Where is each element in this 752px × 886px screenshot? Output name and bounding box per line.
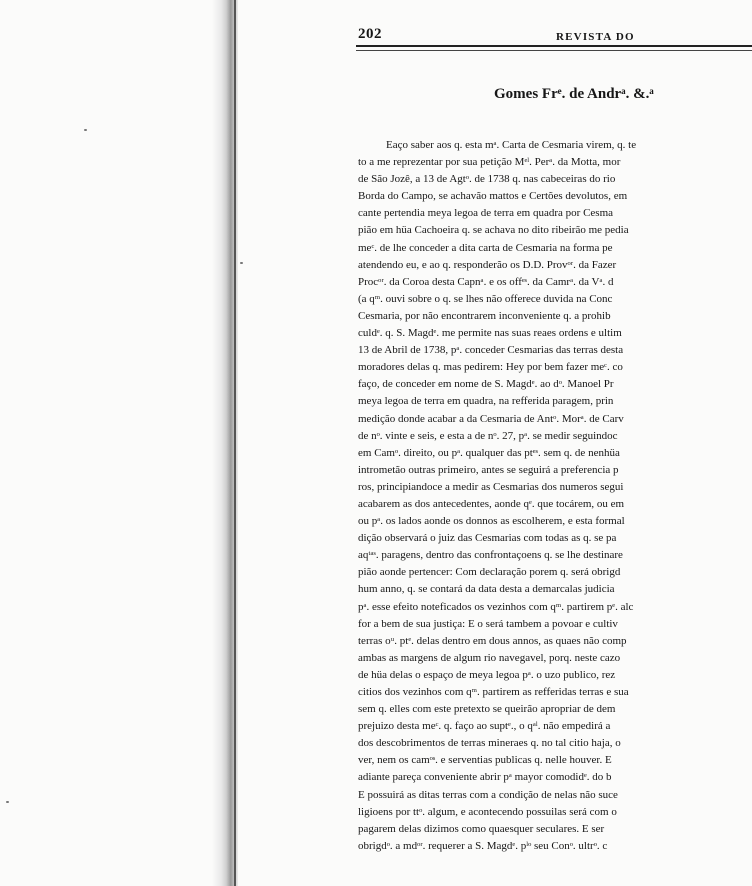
body-line: faço, de conceder em nome de S. Magdᵉ. ao dᵒ. Manoel Pr [358,378,614,391]
body-line: ambas as margens de algum rio navegavel, porq. neste cazo [358,651,621,664]
body-line: medição donde acabar a da Cesmaria de Antᵒ. Morᵃ. de Carv [358,412,624,425]
header-rule [356,45,752,51]
page-number: 202 [358,26,382,42]
body-line: moradores delas q. mas pedirem: Hey por bem fazer meᶜ. co [358,361,623,374]
scan-speck [84,129,87,131]
body-text [358,137,752,855]
body-line: atendendo eu, e ao q. responderão os D.D. Provᵒʳ. da Fazer [358,258,617,271]
body-line: de hüa delas o espaço de meya legoa pᵃ. o uzo publico, rez [358,668,616,681]
body-line: de São Jozê, a 13 de Agtᵒ. de 1738 q. nas cabeceiras do rio [358,173,616,186]
body-line: culdᵉ. q. S. Magdᵉ. me permite nas suas reaes ordens e ultim [358,327,622,340]
body-line: Cesmaria, por não encontrarem inconveniente q. a prohib [358,309,611,322]
body-line: hum anno, q. se contará da data desta a demarcalas judicia [358,583,615,596]
body-line: sem q. elles com este pretexto se queirão apropriar de dem [358,703,616,716]
scan-speck [6,801,9,803]
running-head: REVISTA DO [556,31,635,43]
book-gutter-line [234,0,236,886]
body-line: meya legoa de terra em quadra, na refferida paragem, prin [358,395,614,408]
body-line: em Camᵒ. direito, ou pᵃ. qualquer das ptᵉˢ. sem q. de nenhüa [358,446,620,459]
body-line: acabarem as dos antecedentes, aonde qᵉ. que tocárem, ou em [358,497,625,510]
body-line: Borda do Campo, se achavão mattos e Certões devolutos, em [358,190,628,203]
body-line: meᶜ. de lhe conceder a dita carta de Cesmaria na forma pe [358,241,613,254]
scan-speck [240,262,243,264]
body-line: aqᵗᵃˢ. paragens, dentro das confrontaçoens q. se lhe destinare [358,549,623,562]
body-line: (a qᵐ. ouvi sobre o q. se lhes não offerece duvida na Conc [358,292,613,305]
body-line: to a me reprezentar por sua petição Mᵉˡ. Perᵃ. da Motta, mor [358,156,621,169]
body-line: pião em hüa Cachoeira q. se achava no dito ribeirão me pedia [358,224,629,237]
body-line: citios dos vezinhos com qᵐ. partirem as refferidas terras e sua [358,686,629,698]
body-line: dição observará o juiz das Cesmarias com todas as q. se pa [358,532,617,545]
body-line: ligioens por ttᵒ. algum, e acontecendo possuilas será com o [358,805,617,818]
body-line: E possuirá as ditas terras com a condição de nelas não suce [358,788,618,801]
body-line: ros, principiandoce a medir as Cesmarias dos numeros segui [358,480,624,493]
document-title: Gomes Frᵉ. de Andrᵃ. &.ᵃ [494,86,654,102]
body-line: ver, nem os camᵒˢ. e serventias publicas q. nelle houver. E [358,754,612,767]
body-line: obrigdᵒ. a mdᵒʳ. requerer a S. Magdᵉ. pˡᵒ seu Conᵒ. ultrᵒ. c [358,839,608,852]
body-line: cante pertendia meya legoa de terra em quadra por Cesma [358,207,614,220]
body-line: de nᵒ. vinte e seis, e esta a de nᵒ. 27, pᵃ. se medir seguindoc [358,429,618,442]
body-line: ou pᵃ. os lados aonde os donnos as escolherem, e esta formal [358,515,625,528]
body-line: pagarem delas dizimos como quaesquer seculares. E ser [358,822,605,835]
body-line: prejuizo desta meᶜ. q. faço ao suptᵉ., o qᵃˡ. não empedirá a [358,720,611,733]
body-line: intrometão outras primeiro, antes se seguirá a preferencia p [358,463,619,476]
body-line: pião aonde pertencer: Com declaração porem q. será obrigd [358,566,621,579]
body-line: Procᵒʳ. da Coroa desta Capnᵃ. e os offᵉˢ. da Camrᵃ. da Vᵃ. d [358,275,614,288]
body-line: terras oᵘ. ptᵉ. delas dentro em dous annos, as quaes não comp [358,634,627,647]
body-line: pᵃ. esse efeito noteficados os vezinhos com qᵐ. partirem pᵉ. alc [358,600,634,613]
body-line: 13 de Abril de 1738, pᵃ. conceder Cesmarias das terras desta [358,344,624,357]
body-line: Eaço saber aos q. esta mᵃ. Carta de Cesmaria virem, q. te [386,139,637,151]
body-line: adiante pareça conveniente abrir pᵃ mayor comodidᵉ. do b [358,771,612,784]
body-line: for a bem de sua justiça: E o será tambem a povoar e cultiv [358,617,618,630]
body-line: dos descobrimentos de terras mineraes q. no tal citio haja, o [358,737,621,750]
